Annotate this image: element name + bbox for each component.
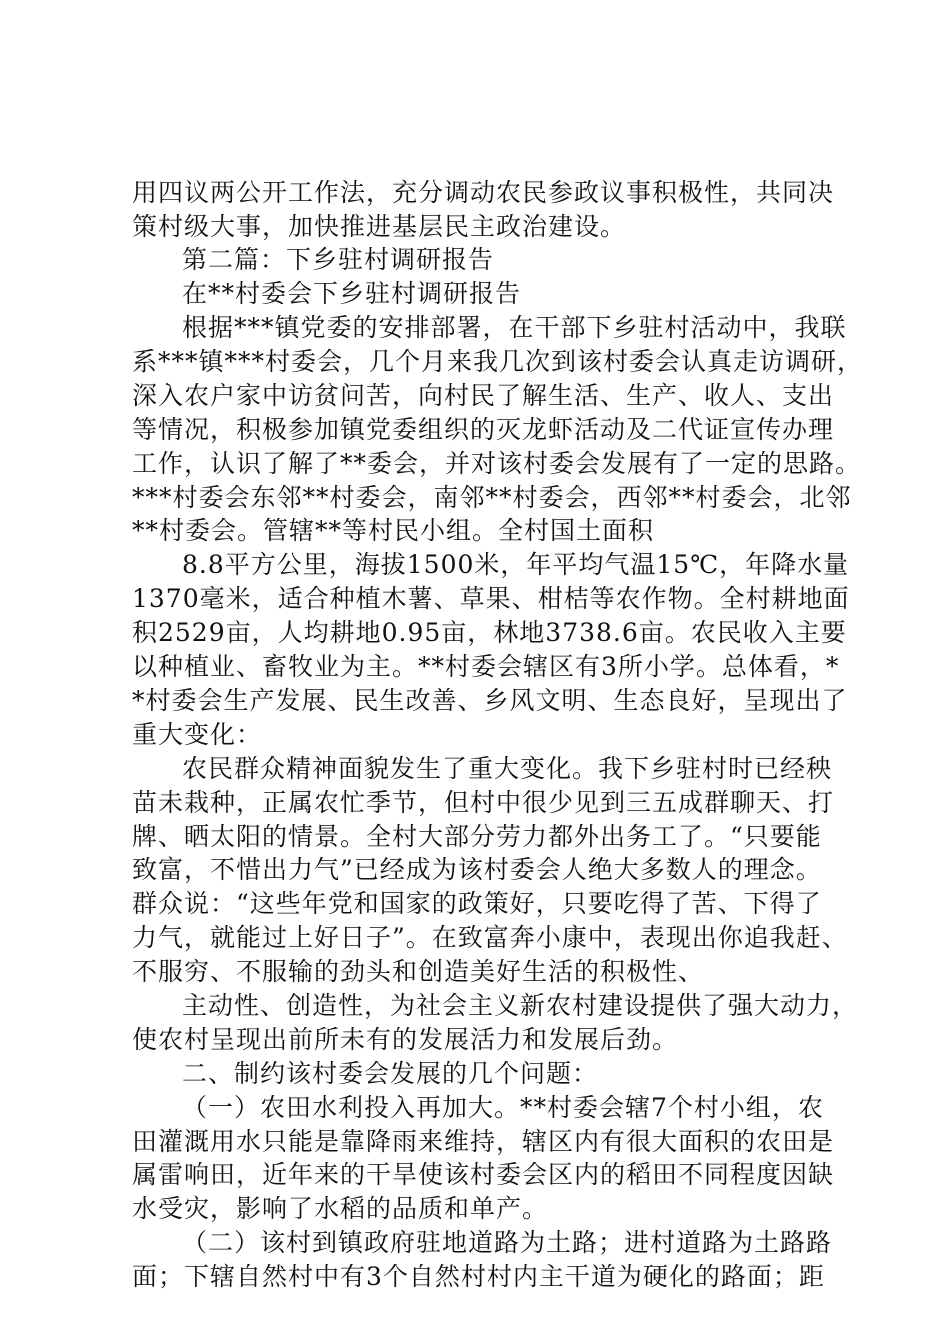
text-line: 农民群众精神面貌发生了重大变化。我下乡驻村时已经秧	[182, 754, 833, 783]
text-line: 力气，就能过上好日子”。在致富奔小康中，表现出你追我赶、	[132, 923, 848, 952]
text-line: *村委会生产发展、民生改善、乡风文明、生态良好，呈现出了	[132, 686, 848, 715]
text-line: 致富，不惜出力气”已经成为该村委会人绝大多数人的理念。	[132, 855, 822, 884]
text-line: 牌、晒太阳的情景。全村大部分劳力都外出务工了。“只要能	[132, 822, 822, 851]
text-line: 重大变化：	[132, 720, 263, 749]
text-line: **村委会。管辖**等村民小组。全村国土面积	[132, 516, 655, 545]
text-line: 工作，认识了解了**委会，并对该村委会发展有了一定的思路。	[132, 449, 862, 478]
text-line: 根据***镇党委的安排部署，在干部下乡驻村活动中，我联	[182, 313, 847, 342]
text-line: 面；下辖自然村中有3个自然村村内主干道为硬化的路面；距	[132, 1262, 825, 1291]
text-line: ***村委会东邻**村委会，南邻**村委会，西邻**村委会，北邻	[132, 483, 852, 512]
text-line: 主动性、创造性，为社会主义新农村建设提供了强大动力，	[182, 991, 859, 1020]
text-line: 群众说：“这些年党和国家的政策好，只要吃得了苦、下得了	[132, 889, 822, 918]
text-line: 深入农户家中访贫问苦，向村民了解生活、生产、收人、支出	[132, 381, 835, 410]
text-line: 苗未栽种，正属农忙季节，但村中很少见到三五成群聊天、打	[132, 788, 835, 817]
text-line: （二）该村到镇政府驻地道路为土路；进村道路为土路路	[182, 1228, 833, 1257]
text-line: 1370毫米，适合种植木薯、草果、柑桔等农作物。全村耕地面	[132, 584, 850, 613]
text-line: 以种植业、畜牧业为主。**村委会辖区有3所小学。总体看，*	[132, 652, 840, 681]
text-line: 系***镇***村委会，几个月来我几次到该村委会认真走访调研，	[132, 347, 864, 376]
text-line: 属雷响田，近年来的干旱使该村委会区内的稻田不同程度因缺	[132, 1160, 835, 1189]
text-line: 积2529亩，人均耕地0.95亩，林地3738.6亩。农民收入主要	[132, 618, 847, 647]
text-line: 8.8平方公里，海拔1500米，年平均气温15℃，年降水量	[182, 550, 850, 579]
report-title: 在**村委会下乡驻村调研报告	[182, 279, 522, 308]
text-line: 策村级大事，加快推进基层民主政治建设。	[132, 212, 627, 241]
text-line: 用四议两公开工作法，充分调动农民参政议事积极性，共同决	[132, 178, 835, 207]
text-line: 田灌溉用水只能是靠降雨来维持，辖区内有很大面积的农田是	[132, 1127, 835, 1156]
text-line: 使农村呈现出前所未有的发展活力和发展后劲。	[132, 1025, 679, 1054]
text-line: （一）农田水利投入再加大。**村委会辖7个村小组，农	[182, 1093, 824, 1122]
text-line: 不服穷、不服输的劲头和创造美好生活的积极性、	[132, 957, 705, 986]
text-line: 水受灾，影响了水稻的品质和单产。	[132, 1194, 549, 1223]
text-line: 等情况，积极参加镇党委组织的灭龙虾活动及二代证宣传办理	[132, 415, 835, 444]
section-heading: 二、制约该村委会发展的几个问题：	[182, 1059, 599, 1088]
section-heading: 第二篇：下乡驻村调研报告	[182, 245, 495, 274]
